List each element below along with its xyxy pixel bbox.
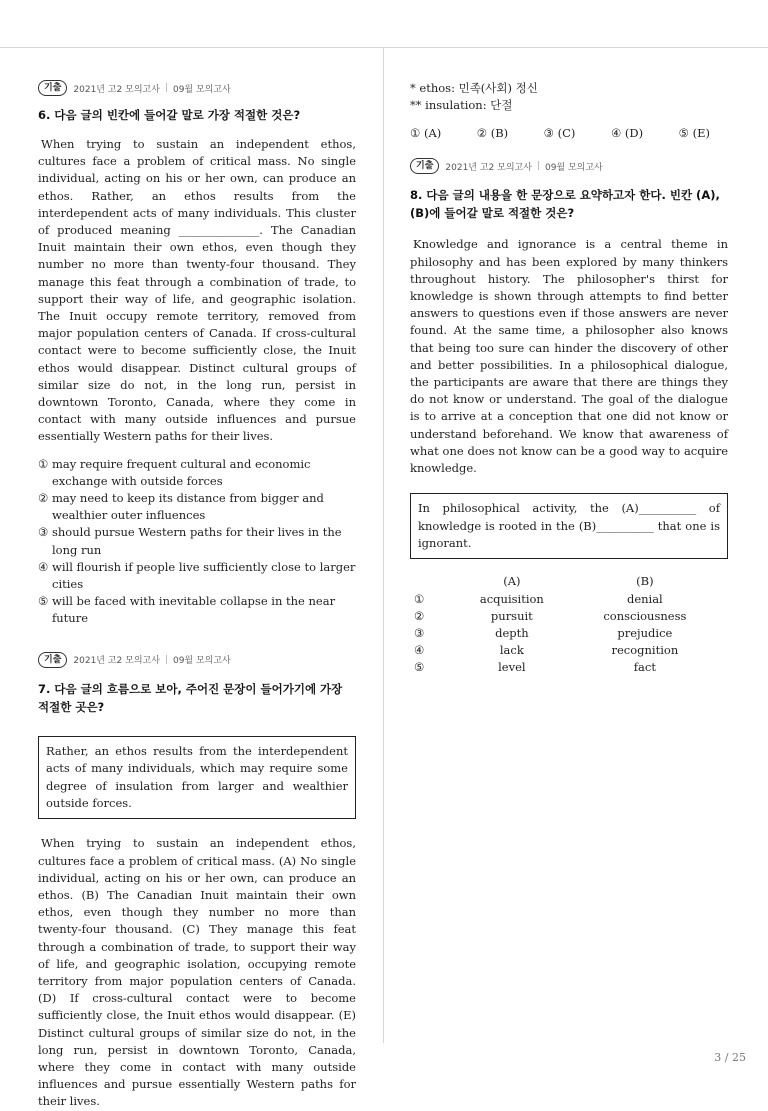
page-number: 3 / 25 — [714, 1051, 746, 1064]
q8-col-b-header: (B) — [636, 574, 654, 589]
q8-choice-a: depth — [495, 626, 529, 641]
note-ethos: * ethos: 민족(사회) 정신 — [410, 81, 538, 95]
q6-option-2-num: ② — [38, 491, 49, 506]
q6-option-5[interactable] — [38, 593, 356, 627]
q8-choice-num: ② — [414, 608, 425, 623]
q6-options — [38, 456, 356, 628]
q8-source-month: 09월 모의고사 — [544, 162, 603, 173]
q8-source-tag — [410, 158, 728, 174]
q6-option-2[interactable] — [38, 490, 356, 524]
q8-choice-row[interactable] — [414, 608, 720, 625]
q6-option-5-num: ⑤ — [38, 594, 49, 609]
q8-choice-table — [414, 573, 720, 676]
q6-option-3-text: should pursue Western paths for their lives in the long run — [52, 525, 342, 557]
q7-option-1[interactable]: ① (A) — [410, 126, 442, 141]
q6-option-2-text: may need to keep its distance from bigger and wealthier outer influences — [52, 491, 324, 523]
q7-badge: 기출 — [38, 652, 67, 668]
q6-option-4-num: ④ — [38, 559, 49, 574]
q8-choice-num: ⑤ — [414, 660, 425, 675]
q7-option-4[interactable]: ④ (D) — [610, 126, 644, 141]
q6-source-sep: | — [164, 83, 168, 93]
left-column — [38, 80, 356, 1111]
q7-title: 7. 다음 글의 흐름으로 보아, 주어진 문장이 들어가기에 가장 적절한 곳은? — [38, 681, 343, 714]
q8-choice-a: acquisition — [479, 591, 544, 606]
q7-source-sep: | — [164, 654, 168, 665]
q6-option-3[interactable] — [38, 524, 356, 558]
q6-source-year: 2021년 고2 모의고사 — [73, 84, 160, 95]
q6-passage: When trying to sustain an independent ethos, cultures face a problem of critical mass. No single individual, acting on his or her own, can produce an ethos. Rather, an ethos results from the interdependent acts of many individuals. This cluster of produced meaning ______________. The Canadian Inuit maintain their own ethos, even though they number no more than twenty-four thousand. They manage this feat through a combination of trade, to support their way of life, and geographic isolation. The Inuit occupy remote territory, removed from major population centers of Canada. If cross-cultural contact were to become sufficiently close, the Inuit ethos would disappear. Distinct cultural groups of similar size do not, in the long run, persist in downtown Toronto, Canada, where they come in contact with many outside influences and pursue essentially Western paths for their lives. — [38, 137, 356, 444]
q6-option-1[interactable] — [38, 456, 356, 490]
q8-choice-a: level — [498, 660, 526, 675]
q8-choice-row[interactable] — [414, 642, 720, 659]
q8-choice-row[interactable] — [414, 591, 720, 608]
q8-title: 8. 다음 글의 내용을 한 문장으로 요약하고자 한다. 빈칸 (A), (B)에 들어갈 말로 적절한 것은? — [410, 188, 720, 221]
q8-passage: Knowledge and ignorance is a central theme in philosophy and has been explored by many thinkers throughout history. The philosopher's thirst for knowledge is shown through attempts to find better answers to questions even if those answers are never found. At the same time, a philosopher also knows that being too sure can hinder the discovery of other and better possibilities. In a philosophical dialogue, the participants are aware that there are things they do not know or understand. The goal of the dialogue is to arrive at a conception that one did not know or understand beforehand. We know that awareness of what one does not know can be a good way to acquire knowledge. — [410, 237, 728, 476]
q8-summary: In philosophical activity, the (A)__________ of knowledge is rooted in the (B)__________ that one is ignorant. — [418, 501, 720, 551]
q8-choice-row[interactable] — [414, 659, 720, 676]
q8-choice-b: recognition — [611, 643, 679, 658]
q8-choice-row[interactable] — [414, 625, 720, 642]
q6-option-1-num: ① — [38, 456, 49, 471]
column-divider — [383, 48, 384, 1043]
q8-choice-a: pursuit — [490, 608, 533, 623]
q6-option-1-text: may require frequent cultural and economic exchange with outside forces — [52, 456, 311, 488]
q6-title: 6. 다음 글의 빈칸에 들어갈 말로 가장 적절한 것은? — [38, 108, 301, 122]
note-insulation: ** insulation: 단절 — [410, 98, 513, 113]
q7-given-sentence: Rather, an ethos results from the interdependent acts of many individuals, which may require some degree of insulation from larger and wealthier outside forces. — [46, 743, 348, 810]
q8-choice-a: lack — [499, 643, 524, 658]
q7-given-sentence-box — [38, 736, 356, 820]
q8-choice-b: denial — [626, 591, 663, 606]
q8-col-a-header: (A) — [503, 574, 521, 589]
q6-option-3-num: ③ — [38, 525, 49, 540]
q6-badge: 기출 — [38, 80, 67, 96]
q6-source-tag — [38, 80, 356, 96]
q8-summary-box — [410, 493, 728, 559]
q7-source-tag — [38, 652, 356, 668]
q6-option-5-text: will be faced with inevitable collapse in the near future — [52, 594, 336, 626]
q7-option-3[interactable]: ③ (C) — [543, 126, 576, 141]
right-column — [410, 80, 728, 677]
q7-options — [410, 126, 728, 140]
q8-source-sep: | — [536, 161, 540, 172]
q7-option-2[interactable]: ② (B) — [476, 126, 509, 141]
header-rule — [0, 47, 768, 48]
q7-source-month: 09월 모의고사 — [172, 656, 231, 667]
q8-choice-b: prejudice — [617, 626, 673, 641]
q8-choice-num: ① — [414, 591, 425, 606]
q6-source-month: 09월 모의고사 — [172, 84, 231, 95]
q8-choice-header — [414, 573, 720, 590]
q8-badge: 기출 — [410, 158, 439, 174]
q8-source-year: 2021년 고2 모의고사 — [445, 162, 532, 173]
q8-choice-num: ③ — [414, 626, 425, 641]
q7-passage: When trying to sustain an independent ethos, cultures face a problem of critical mass. (A) No single individual, acting on his or her own, can produce an ethos. (B) The Canadian Inuit maintain their own ethos, even though they number no more than twenty-four thousand. (C) They manage this feat through a combination of trade, to support their way of life, and geographic isolation, occupying remote territory from major population centers of Canada. (D) If cross-cultural contact were to become sufficiently close, the Inuit ethos would disappear. (E) Distinct cultural groups of similar size do not, in the long run, persist in downtown Toronto, Canada, where they come in contact with many outside influences and pursue essentially Western paths for their lives. — [38, 836, 356, 1109]
q8-choice-num: ④ — [414, 643, 425, 658]
q7-option-5[interactable]: ⑤ (E) — [678, 126, 710, 141]
q7-source-year: 2021년 고2 모의고사 — [73, 656, 160, 667]
q6-option-4[interactable] — [38, 559, 356, 593]
q8-choice-b: fact — [633, 660, 656, 675]
q8-choice-b: consciousness — [603, 608, 687, 623]
q6-option-4-text: will flourish if people live sufficiently close to larger cities — [52, 559, 356, 592]
